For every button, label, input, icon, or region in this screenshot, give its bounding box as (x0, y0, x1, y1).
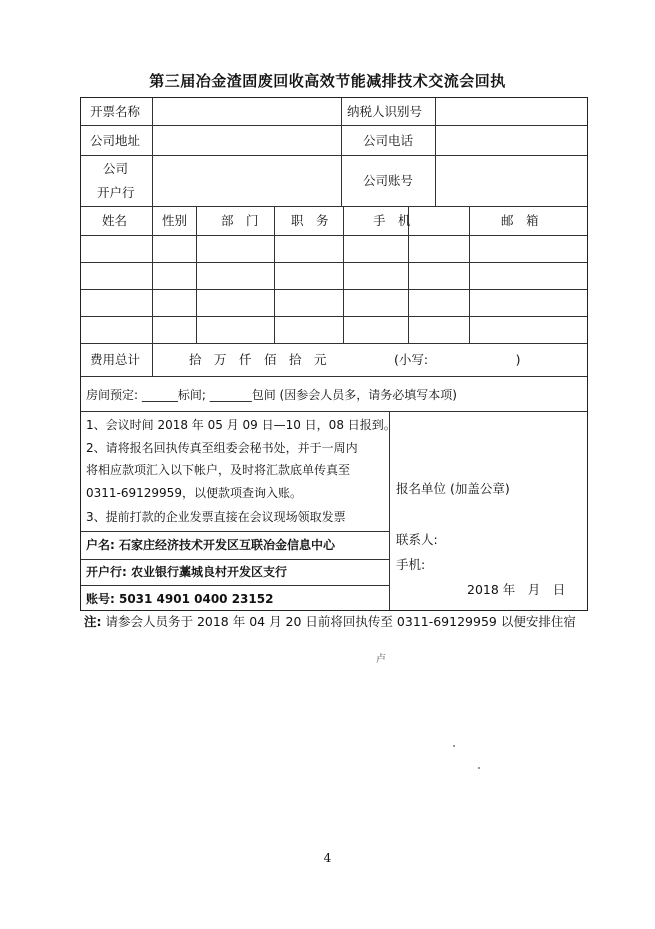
instruction-line: 1、会议时间 2018 年 05 月 09 日—10 日，08 日报到。 (86, 418, 396, 432)
header-name: 姓名 (102, 213, 128, 228)
header-position: 职 务 (291, 213, 329, 228)
form-title: 第三届冶金渣固废回收高效节能减排技术交流会回执 (149, 72, 506, 90)
room-booking: 房间预定: ______标间; _______包间 (因参会人员多，请务必填写本项) (86, 388, 457, 402)
signup-unit: 报名单位 (加盖公章) (396, 481, 510, 496)
account-name: 户名: 石家庄经济技术开发区互联冶金信息中心 (86, 538, 335, 552)
instruction-line: 3、提前打款的企业发票直接在会议现场领取发票 (86, 510, 346, 524)
footnote-prefix: 注: (84, 614, 102, 629)
scan-speck (453, 745, 455, 747)
footnote (84, 612, 576, 630)
company-label: 公司 (103, 161, 129, 176)
header-mobile: 手 机 (373, 213, 411, 228)
invoice-name-label: 开票名称 (90, 104, 141, 119)
fee-lowercase: (小写: ) (394, 352, 521, 367)
company-address-label: 公司地址 (90, 133, 141, 148)
company-account-label: 公司账号 (363, 173, 414, 188)
instruction-line: 2、请将报名回执传真至组委会秘书处，并于一周内 (86, 441, 358, 455)
registration-form (80, 97, 588, 611)
instruction-line: 将相应款项汇入以下帐户，及时将汇款底单传真至 (86, 463, 351, 477)
scan-speck (478, 767, 480, 769)
company-phone-label: 公司电话 (363, 133, 414, 148)
bank-name: 开户行: 农业银行藁城良村开发区支行 (86, 565, 287, 579)
fee-amount-text: 拾 万 仟 佰 拾 元 (189, 352, 327, 367)
signup-mobile: 手机: (396, 557, 426, 572)
instruction-line: 0311-69129959，以便款项查询入账。 (86, 486, 302, 500)
signup-contact: 联系人: (396, 532, 438, 547)
account-number: 账号: 5031 4901 0400 23152 (86, 592, 274, 606)
page-number: 4 (323, 851, 332, 865)
signup-date: 2018 年 月 日 (467, 582, 566, 597)
bank-label: 开户行 (97, 185, 135, 200)
fee-label: 费用总计 (90, 352, 141, 367)
header-gender: 性别 (162, 213, 188, 228)
handwritten-mark: 卢 (376, 654, 386, 665)
taxpayer-id-label: 纳税人识别号 (347, 104, 423, 119)
footnote-text: 请参会人员务于 2018 年 04 月 20 日前将回执传至 0311-69129959 以便安排住宿 (101, 614, 576, 629)
header-department: 部 门 (221, 213, 259, 228)
header-email: 邮 箱 (501, 213, 539, 228)
